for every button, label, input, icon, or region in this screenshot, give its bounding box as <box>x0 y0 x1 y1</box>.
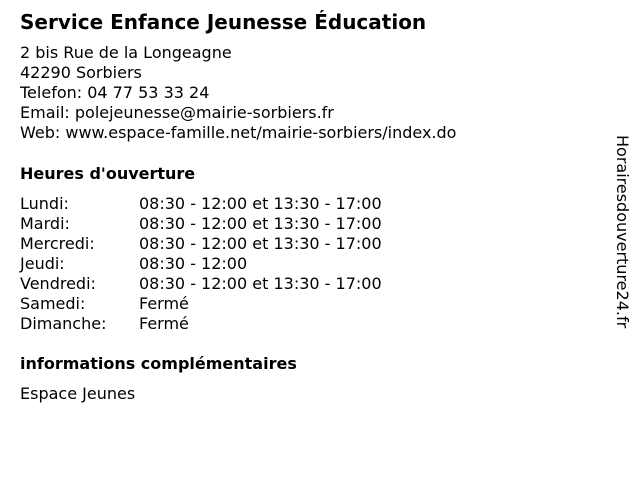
watermark-text: Horairesdouverture24.fr <box>613 135 632 329</box>
hours-heading: Heures d'ouverture <box>20 164 196 183</box>
day-label: Lundi: <box>20 194 69 213</box>
hours-row <box>20 214 440 234</box>
time-value: 08:30 - 12:00 et 13:30 - 17:00 <box>139 214 382 233</box>
day-label: Mercredi: <box>20 234 95 253</box>
email-address[interactable]: Email: polejeunesse@mairie-sorbiers.fr <box>20 103 334 122</box>
info-heading: informations complémentaires <box>20 354 297 373</box>
day-label: Mardi: <box>20 214 70 233</box>
time-value: Fermé <box>139 294 189 313</box>
info-text: Espace Jeunes <box>20 384 136 403</box>
hours-row <box>20 254 440 274</box>
hours-row <box>20 234 440 254</box>
city-postcode: 42290 Sorbiers <box>20 63 142 82</box>
watermark <box>612 135 632 375</box>
hours-row <box>20 274 440 294</box>
hours-row <box>20 314 440 334</box>
day-label: Dimanche: <box>20 314 107 333</box>
street-address: 2 bis Rue de la Longeagne <box>20 43 232 62</box>
page-title: Service Enfance Jeunesse Éducation <box>20 10 427 34</box>
hours-row <box>20 294 440 314</box>
day-label: Jeudi: <box>20 254 65 273</box>
hours-row <box>20 194 440 214</box>
time-value: 08:30 - 12:00 et 13:30 - 17:00 <box>139 274 382 293</box>
time-value: Fermé <box>139 314 189 333</box>
contact-block <box>20 43 456 143</box>
day-label: Vendredi: <box>20 274 96 293</box>
time-value: 08:30 - 12:00 et 13:30 - 17:00 <box>139 194 382 213</box>
hours-table <box>20 194 440 334</box>
day-label: Samedi: <box>20 294 86 313</box>
phone-number[interactable]: Telefon: 04 77 53 33 24 <box>20 83 210 102</box>
time-value: 08:30 - 12:00 <box>139 254 248 273</box>
website-link[interactable]: Web: www.espace-famille.net/mairie-sorbiers/index.do <box>20 123 457 142</box>
time-value: 08:30 - 12:00 et 13:30 - 17:00 <box>139 234 382 253</box>
